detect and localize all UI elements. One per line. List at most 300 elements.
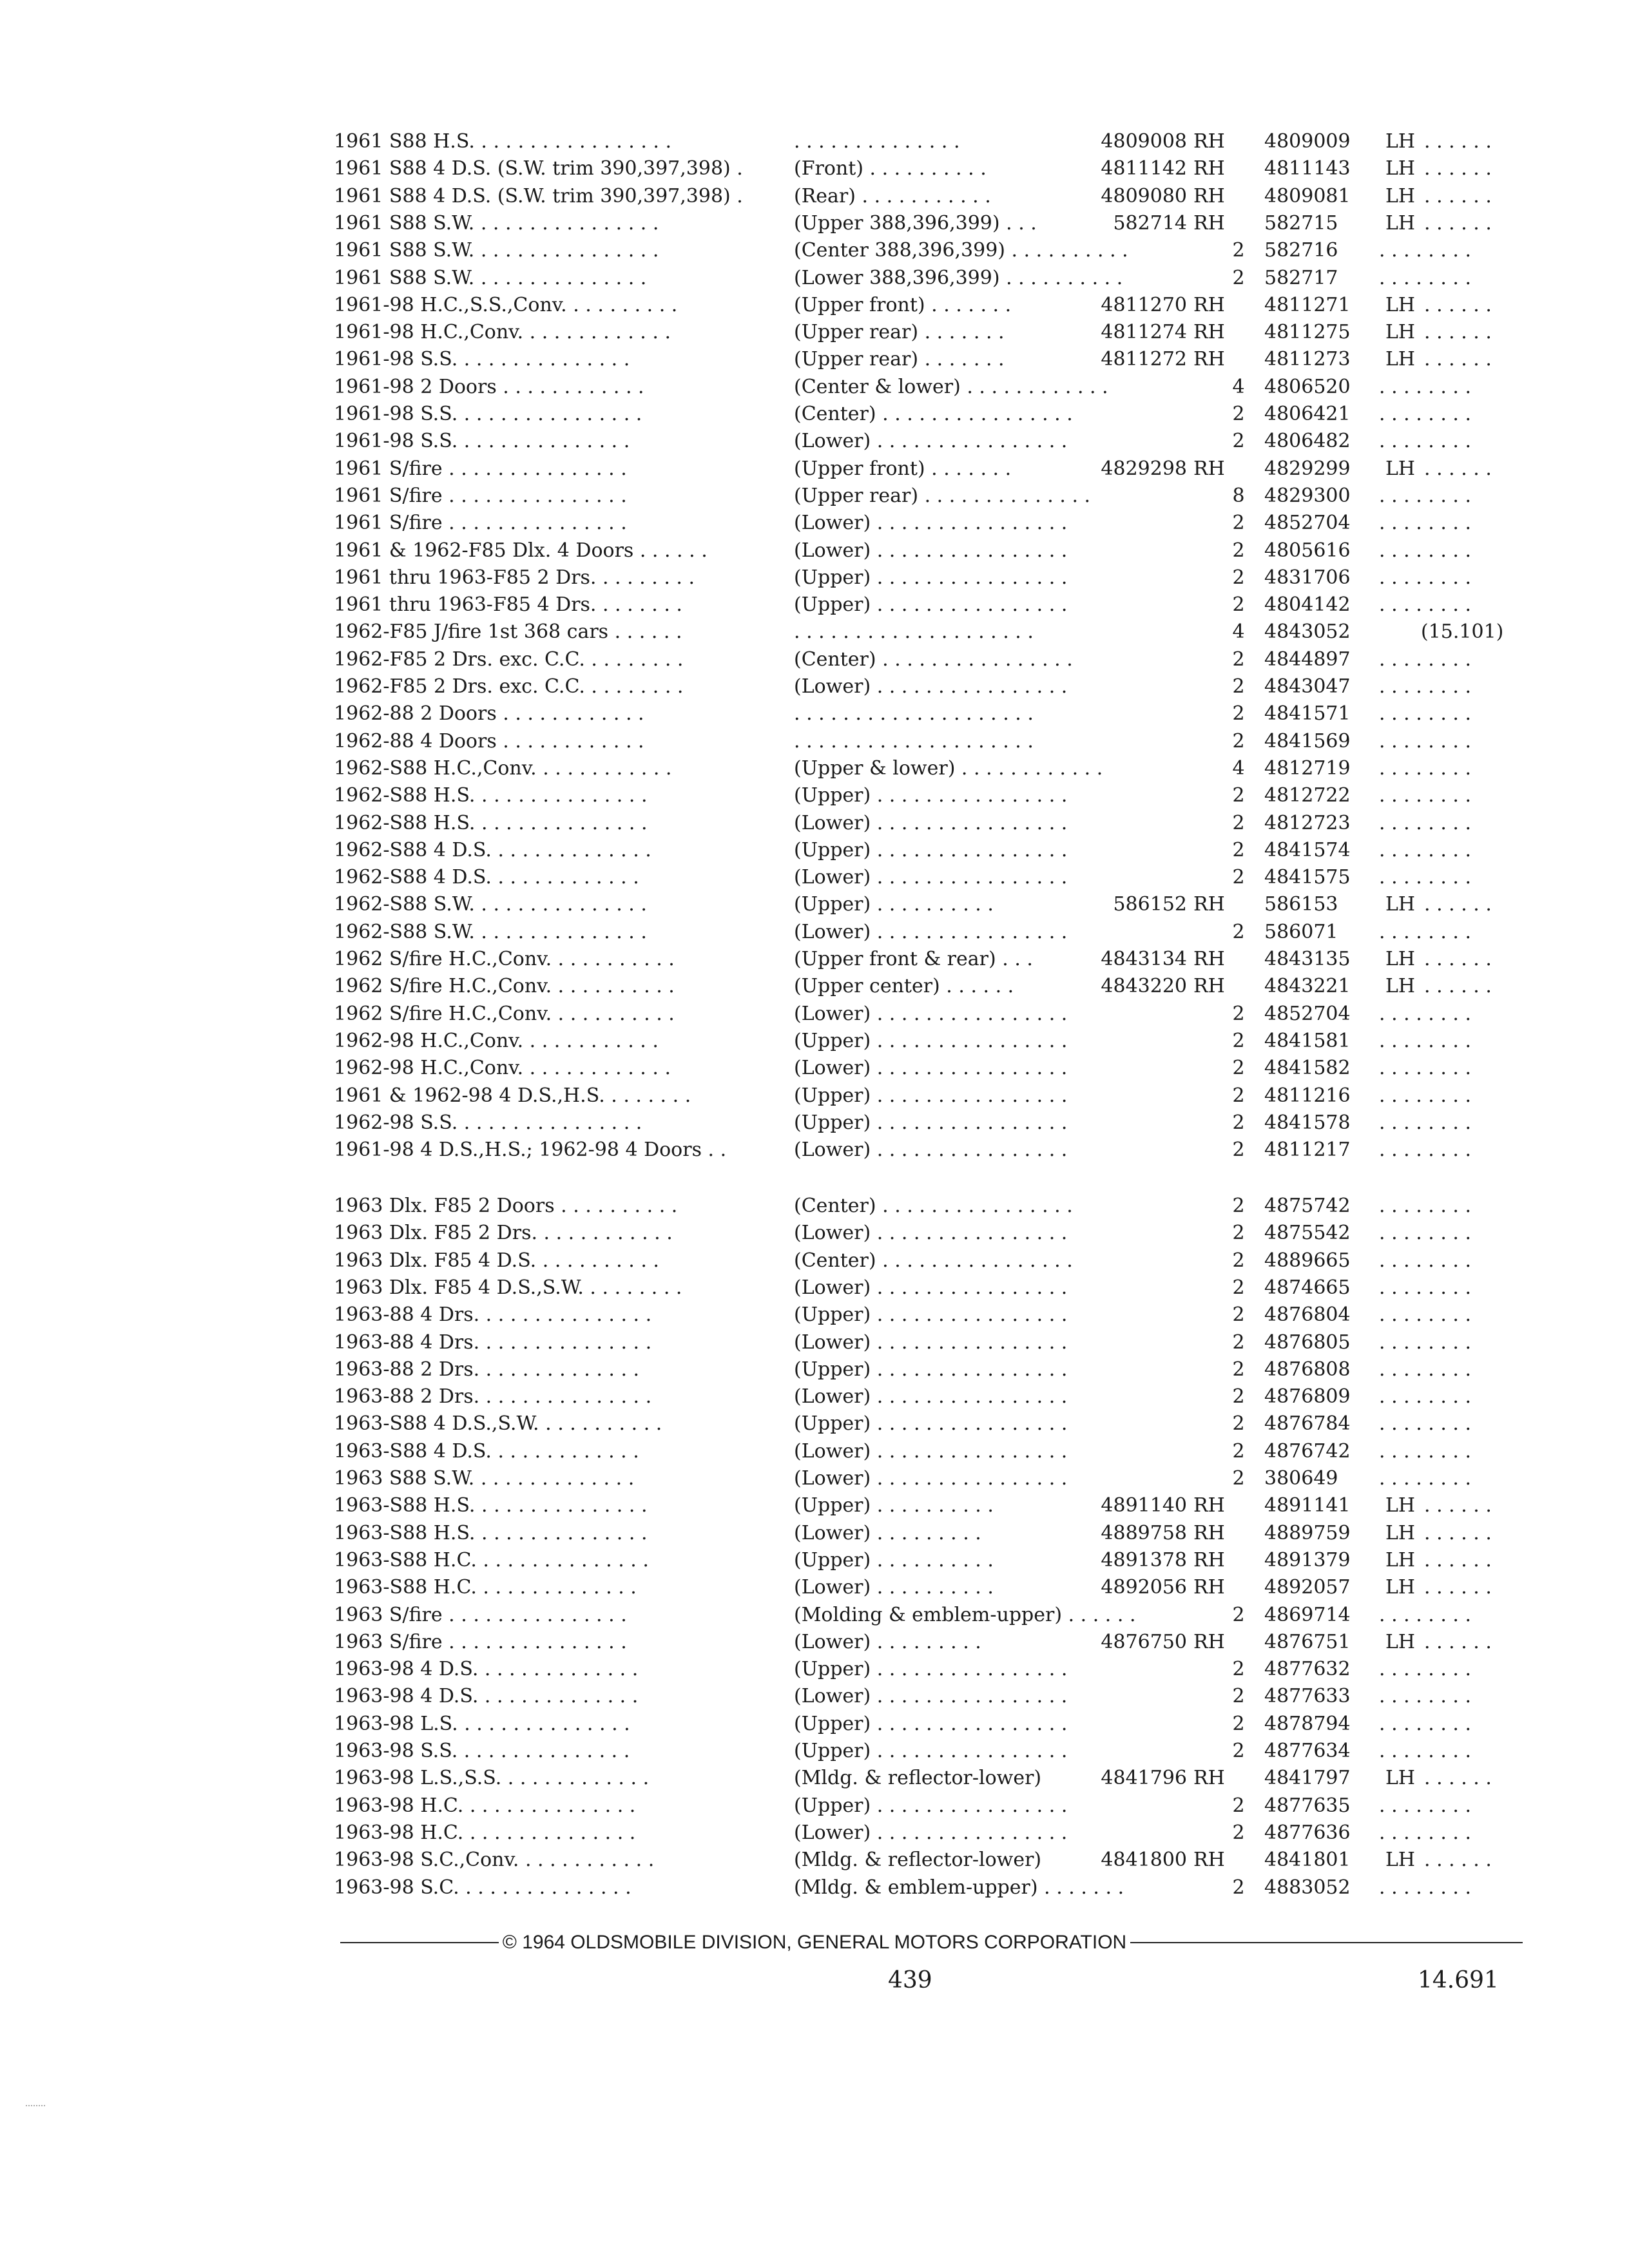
reference-number	[1421, 1710, 1524, 1738]
part-number: 4852704	[1264, 1003, 1351, 1025]
rh-part-number	[1071, 1219, 1206, 1247]
parts-row	[0, 754, 1629, 783]
rh-part-number	[1071, 1819, 1206, 1847]
quantity-cell: 2	[1232, 784, 1245, 807]
margin-mark	[26, 2105, 45, 2108]
leader-dots: . . . . . . . .	[1379, 1358, 1472, 1381]
model-cell: 1961 S88 S.W. . . . . . . . . . . . . . . .	[334, 212, 659, 235]
leader-dots: . . . . . . . .	[1379, 1440, 1472, 1463]
reference-number	[1421, 1682, 1524, 1711]
leader-dots: . . . . . . . .	[1379, 1604, 1472, 1626]
rh-part-number: 4811142	[1101, 157, 1187, 180]
model-cell: 1961-98 H.C.,S.S.,Conv. . . . . . . . . .	[334, 294, 678, 316]
parts-row	[0, 373, 1629, 401]
reference-number	[1421, 1192, 1524, 1220]
rh-part-number	[1071, 427, 1206, 456]
reference-number	[1421, 1410, 1524, 1438]
leader-dots: . . . . . . . .	[1379, 866, 1472, 889]
model-cell: 1962-S88 H.S. . . . . . . . . . . . . . .	[334, 812, 648, 834]
quantity-cell: 2	[1232, 1249, 1245, 1272]
quantity-cell: 2	[1232, 1331, 1245, 1354]
lh-side-label: LH	[1385, 1849, 1416, 1871]
model-cell: 1962-S88 H.C.,Conv. . . . . . . . . . . .	[334, 757, 672, 780]
model-cell: 1961 S/fire . . . . . . . . . . . . . . .	[334, 485, 627, 507]
reference-number	[1421, 1846, 1524, 1874]
parts-row	[0, 1874, 1629, 1902]
quantity-cell: 8	[1232, 485, 1245, 507]
lh-side-label: LH	[1385, 457, 1416, 480]
rh-side-label: RH	[1193, 893, 1225, 916]
rh-part-number	[1071, 782, 1206, 810]
part-number: 4869714	[1264, 1604, 1351, 1626]
parts-row	[0, 1274, 1629, 1302]
rh-side-label: RH	[1193, 1767, 1225, 1789]
parts-row	[0, 1192, 1629, 1220]
reference-number	[1421, 1764, 1524, 1792]
reference-number	[1421, 318, 1524, 347]
rh-part-number	[1071, 1874, 1206, 1902]
model-cell: 1961 & 1962-98 4 D.S.,H.S. . . . . . . .	[334, 1084, 691, 1107]
reference-number	[1421, 1329, 1524, 1357]
quantity-cell	[1228, 345, 1249, 374]
quantity-cell	[1228, 1846, 1249, 1874]
part-number: 582716	[1264, 239, 1338, 262]
description-cell: (Upper) . . . . . . . . . . . . . . . .	[794, 1740, 1068, 1762]
part-number: 4843052	[1264, 620, 1351, 643]
model-cell: 1962 S/fire H.C.,Conv. . . . . . . . . . .	[334, 948, 675, 970]
part-number: 4877636	[1264, 1821, 1351, 1844]
description-cell: (Upper) . . . . . . . . . . . . . . . .	[794, 1111, 1068, 1134]
reference-number	[1421, 128, 1524, 156]
leader-dots: . . . . . . . .	[1379, 1276, 1472, 1299]
part-number: 4805616	[1264, 539, 1351, 562]
part-number: 4811217	[1264, 1139, 1351, 1161]
model-cell: 1963 S/fire . . . . . . . . . . . . . . .	[334, 1631, 627, 1653]
quantity-cell: 2	[1232, 1658, 1245, 1680]
reference-number	[1421, 427, 1524, 456]
model-cell: 1963-S88 H.C. . . . . . . . . . . . . . .	[334, 1549, 649, 1571]
parts-row	[0, 945, 1629, 974]
model-cell: 1963-S88 H.C. . . . . . . . . . . . . .	[334, 1576, 637, 1599]
quantity-cell: 2	[1232, 1412, 1245, 1435]
model-cell: 1963 Dlx. F85 2 Doors . . . . . . . . . .	[334, 1195, 678, 1217]
part-number: 4812723	[1264, 812, 1351, 834]
rh-side-label: RH	[1193, 1494, 1225, 1517]
reference-number	[1421, 945, 1524, 974]
parts-row	[0, 1792, 1629, 1820]
model-cell: 1963-S88 4 D.S. . . . . . . . . . . . .	[334, 1440, 639, 1463]
reference-number	[1421, 1054, 1524, 1082]
rh-part-number: 586152	[1113, 893, 1187, 916]
leader-dots: . . . . . .	[1424, 457, 1492, 480]
model-cell: 1963-88 4 Drs. . . . . . . . . . . . . . .	[334, 1331, 652, 1354]
model-cell: 1962-S88 H.S. . . . . . . . . . . . . . .	[334, 784, 648, 807]
reference-number	[1421, 155, 1524, 183]
description-cell: (Lower) . . . . . . . . . . . . . . . .	[794, 1139, 1068, 1161]
leader-dots: . . . . . . . .	[1379, 376, 1472, 398]
reference-number	[1421, 373, 1524, 401]
quantity-cell: 2	[1232, 1385, 1245, 1408]
model-cell: 1962-98 S.S. . . . . . . . . . . . . . . .	[334, 1111, 642, 1134]
description-cell: (Upper front) . . . . . . .	[794, 294, 1012, 316]
description-cell: (Lower) . . . . . . . . . . . . . . . .	[794, 1385, 1068, 1408]
rh-part-number	[1071, 236, 1206, 265]
description-cell: (Lower) . . . . . . . . . . . . . . . .	[794, 1685, 1068, 1707]
description-cell: (Lower) . . . . . . . . . . . . . . . .	[794, 1331, 1068, 1354]
parts-row	[0, 318, 1629, 347]
quantity-cell	[1228, 209, 1249, 238]
description-cell: (Upper) . . . . . . . . . . . . . . . .	[794, 1358, 1068, 1381]
leader-dots: . . . . . .	[1424, 975, 1492, 997]
description-cell: (Center 388,396,399) . . . . . . . . . .	[794, 239, 1128, 262]
reference-number	[1421, 1027, 1524, 1055]
model-cell: 1962-F85 2 Drs. exc. C.C. . . . . . . . .	[334, 675, 684, 698]
rh-side-label: RH	[1193, 212, 1225, 235]
rh-side-label: RH	[1193, 348, 1225, 370]
model-cell: 1961 S88 4 D.S. (S.W. trim 390,397,398) .	[334, 185, 743, 207]
quantity-cell	[1228, 945, 1249, 974]
model-cell: 1963-98 L.S.,S.S. . . . . . . . . . . . .	[334, 1767, 650, 1789]
model-cell: 1963-S88 4 D.S.,S.W. . . . . . . . . . .	[334, 1412, 662, 1435]
parts-row	[0, 1710, 1629, 1738]
parts-row	[0, 782, 1629, 810]
quantity-cell: 2	[1232, 539, 1245, 562]
leader-dots: . . . . . .	[1424, 1494, 1492, 1517]
lh-side-label: LH	[1385, 1631, 1416, 1653]
description-cell: (Lower) . . . . . . . . . . . . . . . .	[794, 539, 1068, 562]
description-cell: (Upper) . . . . . . . . . .	[794, 1494, 994, 1517]
leader-dots: . . . . . .	[1424, 348, 1492, 370]
quantity-cell	[1228, 890, 1249, 919]
parts-row	[0, 972, 1629, 1001]
leader-dots: . . . . . . . .	[1379, 1385, 1472, 1408]
rh-part-number	[1071, 564, 1206, 592]
leader-dots: . . . . . . . .	[1379, 1794, 1472, 1817]
rh-part-number	[1071, 1247, 1206, 1275]
quantity-cell: 2	[1232, 1222, 1245, 1244]
rh-part-number: 4811274	[1101, 321, 1187, 343]
description-cell: (Lower) . . . . . . . . . . . . . . . .	[794, 1440, 1068, 1463]
reference-number	[1421, 564, 1524, 592]
part-number: 4811273	[1264, 348, 1351, 370]
rh-side-label: RH	[1193, 1631, 1225, 1653]
lh-side-label: LH	[1385, 1522, 1416, 1544]
rh-part-number	[1071, 591, 1206, 619]
part-number: 4829299	[1264, 457, 1351, 480]
part-number: 4841578	[1264, 1111, 1351, 1134]
description-cell: (Upper) . . . . . . . . . .	[794, 1549, 994, 1571]
rh-part-number	[1071, 836, 1206, 865]
rh-part-number	[1071, 1437, 1206, 1466]
model-cell: 1962-S88 4 D.S. . . . . . . . . . . . . .	[334, 839, 651, 861]
reference-number	[1421, 1465, 1524, 1493]
rh-part-number	[1071, 264, 1206, 293]
model-cell: 1961 S/fire . . . . . . . . . . . . . . .	[334, 512, 627, 534]
rh-side-label: RH	[1193, 975, 1225, 997]
reference-number	[1421, 1136, 1524, 1164]
leader-dots: . . . . . .	[1424, 1767, 1492, 1789]
leader-dots: . . . . . . . .	[1379, 675, 1472, 698]
part-number: 4844897	[1264, 648, 1351, 671]
rh-part-number: 4892056	[1101, 1576, 1187, 1599]
reference-number	[1421, 1274, 1524, 1302]
quantity-cell: 2	[1232, 1057, 1245, 1079]
description-cell: (Lower) . . . . . . . . . . . . . . . .	[794, 1276, 1068, 1299]
reference-number	[1421, 1737, 1524, 1765]
reference-number	[1421, 1247, 1524, 1275]
leader-dots: . . . . . . . .	[1379, 267, 1472, 289]
parts-row	[0, 1301, 1629, 1329]
rh-part-number: 4809008	[1101, 130, 1187, 153]
leader-dots: . . . . . . . .	[1379, 485, 1472, 507]
leader-dots: . . . . . . . .	[1379, 1003, 1472, 1025]
part-number: 4809081	[1264, 185, 1351, 207]
model-cell: 1961-98 H.C.,Conv. . . . . . . . . . . . .	[334, 321, 671, 343]
rh-part-number	[1071, 1000, 1206, 1028]
description-cell: (Upper) . . . . . . . . . . . . . . . .	[794, 1412, 1068, 1435]
parts-row	[0, 1819, 1629, 1847]
reference-number	[1421, 1546, 1524, 1575]
lh-side-label: LH	[1385, 130, 1416, 153]
part-number: 4889665	[1264, 1249, 1351, 1272]
model-cell: 1963 S/fire . . . . . . . . . . . . . . .	[334, 1604, 627, 1626]
rh-part-number: 4811272	[1101, 348, 1187, 370]
copyright-text: © 1964 OLDSMOBILE DIVISION, GENERAL MOTORS CORPORATION	[499, 1932, 1130, 1953]
parts-row	[0, 564, 1629, 592]
part-number: 4875742	[1264, 1195, 1351, 1217]
reference-number	[1421, 1519, 1524, 1548]
rh-part-number	[1071, 1682, 1206, 1711]
parts-row	[0, 537, 1629, 565]
rh-part-number: 4841800	[1101, 1849, 1187, 1871]
description-cell: (Center) . . . . . . . . . . . . . . . .	[794, 403, 1073, 425]
lh-side-label: LH	[1385, 157, 1416, 180]
rh-part-number	[1071, 1465, 1206, 1493]
quantity-cell: 2	[1232, 1440, 1245, 1463]
leader-dots: . . . . . . . .	[1379, 239, 1472, 262]
rh-side-label: RH	[1193, 157, 1225, 180]
model-cell: 1963-88 2 Drs. . . . . . . . . . . . . . .	[334, 1385, 652, 1408]
leader-dots: . . . . . .	[1424, 1549, 1492, 1571]
description-cell: (Mldg. & reflector-lower)	[794, 1849, 1042, 1871]
leader-dots: . . . . . . . .	[1379, 812, 1472, 834]
reference-number	[1421, 1874, 1524, 1902]
parts-row	[0, 1764, 1629, 1792]
part-number: 4892057	[1264, 1576, 1351, 1599]
model-cell: 1963-98 4 D.S. . . . . . . . . . . . . .	[334, 1658, 639, 1680]
rh-part-number	[1071, 373, 1206, 401]
rh-part-number	[1071, 918, 1206, 947]
part-number: 4876784	[1264, 1412, 1351, 1435]
leader-dots: . . . . . . . .	[1379, 1412, 1472, 1435]
part-number: 4891141	[1264, 1494, 1351, 1517]
lh-side-label: LH	[1385, 1576, 1416, 1599]
rh-part-number: 4891140	[1101, 1494, 1187, 1517]
reference-number	[1421, 1628, 1524, 1657]
leader-dots: . . . . . .	[1424, 1576, 1492, 1599]
parts-row	[0, 1054, 1629, 1082]
model-cell: 1961-98 S.S. . . . . . . . . . . . . . .	[334, 348, 630, 370]
quantity-cell: 2	[1232, 839, 1245, 861]
parts-row	[0, 509, 1629, 537]
parts-row	[0, 1519, 1629, 1548]
leader-dots: . . . . . . . .	[1379, 1111, 1472, 1134]
part-number: 4889759	[1264, 1522, 1351, 1544]
lh-side-label: LH	[1385, 321, 1416, 343]
reference-number	[1421, 754, 1524, 783]
rh-side-label: RH	[1193, 1576, 1225, 1599]
parts-row	[0, 1437, 1629, 1466]
leader-dots: . . . . . .	[1424, 948, 1492, 970]
rh-part-number	[1071, 1710, 1206, 1738]
page-number: 439	[888, 1967, 932, 1994]
description-cell: (Upper) . . . . . . . . . . . . . . . .	[794, 1794, 1068, 1817]
part-number: 4843221	[1264, 975, 1351, 997]
part-number: 586071	[1264, 921, 1338, 943]
leader-dots: . . . . . . . .	[1379, 1876, 1472, 1899]
parts-row	[0, 427, 1629, 456]
parts-row	[0, 618, 1629, 646]
rh-part-number	[1071, 400, 1206, 428]
leader-dots: . . . . . . . .	[1379, 512, 1472, 534]
quantity-cell: 2	[1232, 1604, 1245, 1626]
model-cell: 1963-98 4 D.S. . . . . . . . . . . . . .	[334, 1685, 639, 1707]
description-cell: (Upper) . . . . . . . . . . . . . . . .	[794, 566, 1068, 589]
leader-dots: . . . . . .	[1424, 212, 1492, 235]
parts-row	[0, 345, 1629, 374]
reference-number	[1421, 537, 1524, 565]
parts-row	[0, 1737, 1629, 1765]
rh-part-number	[1071, 1655, 1206, 1684]
part-number: 4877632	[1264, 1658, 1351, 1680]
rh-part-number	[1071, 646, 1206, 674]
leader-dots: . . . . . . . .	[1379, 839, 1472, 861]
reference-number	[1421, 1082, 1524, 1110]
parts-row	[0, 1082, 1629, 1110]
description-cell: (Upper front & rear) . . .	[794, 948, 1033, 970]
part-number: 4811275	[1264, 321, 1351, 343]
quantity-cell	[1228, 155, 1249, 183]
quantity-cell: 2	[1232, 866, 1245, 889]
model-cell: 1962-F85 J/fire 1st 368 cars . . . . . .	[334, 620, 682, 643]
rh-side-label: RH	[1193, 1849, 1225, 1871]
rh-part-number	[1071, 1329, 1206, 1357]
description-cell: (Upper front) . . . . . . .	[794, 457, 1012, 480]
description-cell: (Upper) . . . . . . . . . . . . . . . .	[794, 1713, 1068, 1735]
leader-dots: . . . . . . . .	[1379, 1249, 1472, 1272]
model-cell: 1961 thru 1963-F85 2 Drs. . . . . . . . .	[334, 566, 695, 589]
reference-number	[1421, 809, 1524, 838]
model-cell: 1963-98 S.C. . . . . . . . . . . . . . .	[334, 1876, 631, 1899]
parts-row	[0, 918, 1629, 947]
part-number: 4891379	[1264, 1549, 1351, 1571]
rh-part-number	[1071, 618, 1206, 646]
parts-row	[0, 1027, 1629, 1055]
model-cell: 1961 S/fire . . . . . . . . . . . . . . .	[334, 457, 627, 480]
part-number: 4841575	[1264, 866, 1351, 889]
rh-part-number: 4811270	[1101, 294, 1187, 316]
lh-side-label: LH	[1385, 1767, 1416, 1789]
description-cell: (Upper & lower) . . . . . . . . . . . .	[794, 757, 1103, 780]
lh-side-label: LH	[1385, 1549, 1416, 1571]
reference-number	[1421, 918, 1524, 947]
rh-side-label: RH	[1193, 948, 1225, 970]
part-number: 4876808	[1264, 1358, 1351, 1381]
part-number: 4804142	[1264, 593, 1351, 616]
lh-side-label: LH	[1385, 948, 1416, 970]
reference-number	[1421, 291, 1524, 320]
quantity-cell: 2	[1232, 566, 1245, 589]
part-number: 4841569	[1264, 730, 1351, 753]
rh-side-label: RH	[1193, 1549, 1225, 1571]
model-cell: 1963-98 H.C. . . . . . . . . . . . . . .	[334, 1821, 636, 1844]
description-cell: (Lower) . . . . . . . . . . . . . . . .	[794, 866, 1068, 889]
model-cell: 1962-88 4 Doors . . . . . . . . . . . .	[334, 730, 644, 753]
rh-part-number: 4889758	[1101, 1522, 1187, 1544]
model-cell: 1962-S88 S.W. . . . . . . . . . . . . . .	[334, 893, 647, 916]
rh-part-number	[1071, 863, 1206, 892]
reference-number	[1421, 591, 1524, 619]
parts-row	[0, 1465, 1629, 1493]
model-cell: 1961 S88 S.W. . . . . . . . . . . . . . .	[334, 267, 647, 289]
description-cell: . . . . . . . . . . . . . . . . . . . .	[794, 730, 1034, 753]
leader-dots: . . . . . . . .	[1379, 1057, 1472, 1079]
model-cell: 1962 S/fire H.C.,Conv. . . . . . . . . . .	[334, 975, 675, 997]
rh-part-number	[1071, 754, 1206, 783]
quantity-cell: 2	[1232, 812, 1245, 834]
part-number: 4843135	[1264, 948, 1351, 970]
model-cell: 1963 Dlx. F85 4 D.S. . . . . . . . . . .	[334, 1249, 659, 1272]
parts-row	[0, 1410, 1629, 1438]
description-cell: (Upper) . . . . . . . . . . . . . . . .	[794, 839, 1068, 861]
reference-number	[1421, 727, 1524, 756]
description-cell: (Upper) . . . . . . . . . . . . . . . .	[794, 1030, 1068, 1052]
rh-part-number	[1071, 1027, 1206, 1055]
quantity-cell: 2	[1232, 675, 1245, 698]
quantity-cell: 4	[1232, 376, 1245, 398]
part-number: 4812722	[1264, 784, 1351, 807]
description-cell: . . . . . . . . . . . . . .	[794, 130, 960, 153]
model-cell: 1963-88 4 Drs. . . . . . . . . . . . . . .	[334, 1303, 652, 1326]
rh-part-number: 4809080	[1101, 185, 1187, 207]
parts-row	[0, 809, 1629, 838]
parts-row	[0, 863, 1629, 892]
parts-row	[0, 1219, 1629, 1247]
model-cell: 1962-98 H.C.,Conv. . . . . . . . . . . .	[334, 1030, 659, 1052]
quantity-cell: 2	[1232, 1794, 1245, 1817]
quantity-cell: 2	[1232, 1467, 1245, 1490]
lh-side-label: LH	[1385, 975, 1416, 997]
parts-row	[0, 1329, 1629, 1357]
model-cell: 1963-98 L.S. . . . . . . . . . . . . . .	[334, 1713, 630, 1735]
reference-number	[1421, 455, 1524, 483]
lh-side-label: LH	[1385, 348, 1416, 370]
parts-row	[0, 1573, 1629, 1602]
leader-dots: . . . . . . . .	[1379, 1084, 1472, 1107]
model-cell: 1963-88 2 Drs. . . . . . . . . . . . . .	[334, 1358, 640, 1381]
reference-number	[1421, 1383, 1524, 1411]
part-number: 4841574	[1264, 839, 1351, 861]
description-cell: (Molding & emblem-upper) . . . . . .	[794, 1604, 1136, 1626]
reference-number	[1421, 1301, 1524, 1329]
parts-row	[0, 1136, 1629, 1164]
leader-dots: . . . . . . . .	[1379, 702, 1472, 725]
rh-part-number	[1071, 1792, 1206, 1820]
model-cell: 1963-98 H.C. . . . . . . . . . . . . . .	[334, 1794, 636, 1817]
description-cell: . . . . . . . . . . . . . . . . . . . .	[794, 702, 1034, 725]
reference-number	[1421, 673, 1524, 701]
model-cell: 1961 S88 H.S. . . . . . . . . . . . . . . . .	[334, 130, 672, 153]
